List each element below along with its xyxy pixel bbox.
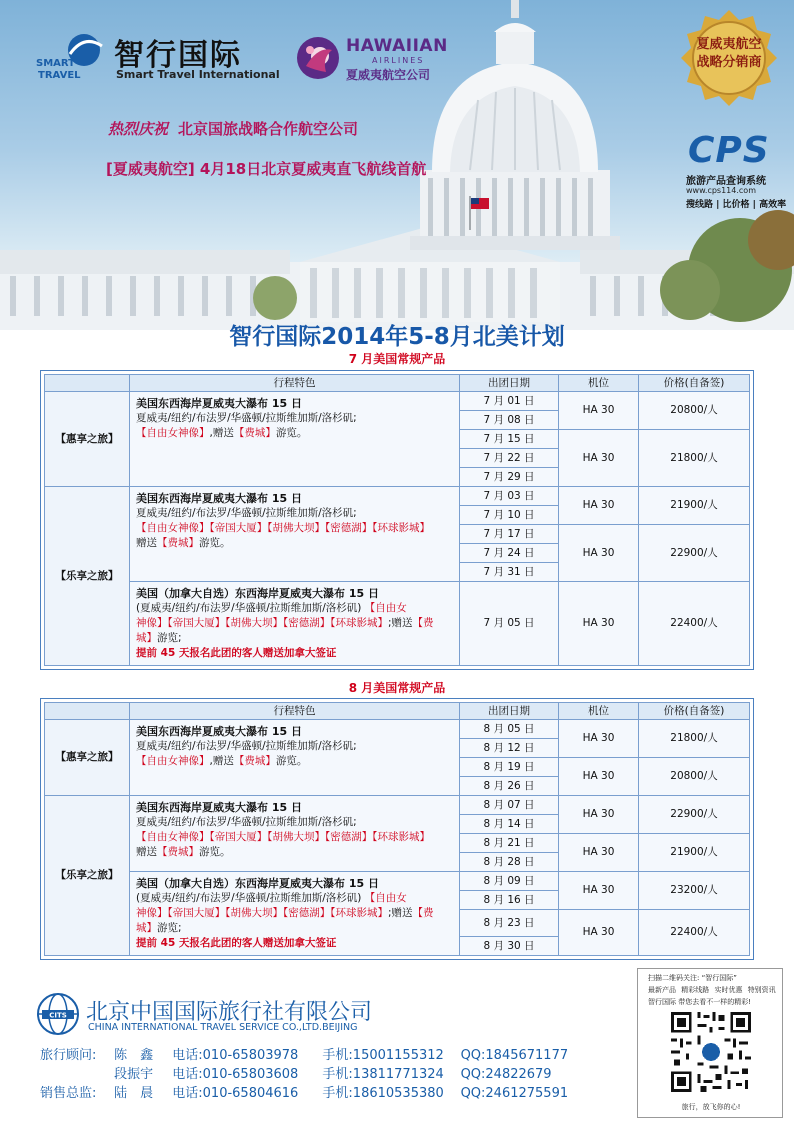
- highlight-red: 城】: [136, 922, 157, 934]
- product-highlights: 【自由女神像】【帝国大厦】【胡佛大坝】【密德湖】【环球影城】: [136, 522, 430, 534]
- qr-caption-4: 旅行，放飞你的心!: [681, 1103, 741, 1111]
- table-row: [45, 720, 750, 739]
- qr-caption-3: 智行国际 带您去看不一样的精彩!: [648, 998, 752, 1006]
- highlight-text: 赠送: [136, 537, 157, 549]
- contact-qq: QQ:1845671177: [460, 1048, 569, 1063]
- highlight-text: ,赠送: [209, 427, 234, 439]
- product-highlights: [136, 754, 453, 769]
- headline-partner-text: 北京国旅战略合作航空公司: [178, 120, 359, 138]
- seat-cell: HA 30: [559, 430, 639, 487]
- product-title: 美国东西海岸夏威夷大瀑布 15 日: [136, 725, 302, 738]
- contact-mobile: 手机:15001155312: [322, 1048, 444, 1063]
- hawaiian-airlines-logo: [296, 36, 340, 80]
- highlight-red: 【费城】: [233, 427, 276, 439]
- seal-line1: 夏威夷航空: [696, 37, 762, 52]
- product-description: [130, 392, 460, 487]
- category-le: 【乐享之旅】: [45, 796, 130, 956]
- highlight-red: 【自由女: [364, 892, 407, 904]
- highlight-text: (夏威夷/纽约/布法罗/华盛顿/拉斯维加斯/洛杉矶): [136, 602, 362, 614]
- departure-date: 7 月 15 日: [460, 430, 559, 449]
- headline-partner: [108, 118, 358, 139]
- product-title: 美国东西海岸夏威夷大瀑布 15 日: [136, 492, 302, 505]
- airline-sub: AIRLINES: [372, 56, 425, 65]
- contact-name: 陈 鑫: [114, 1048, 154, 1063]
- header-cell-blank: [45, 703, 130, 720]
- visa-promo: 提前 45 天报名此团的客人赠送加拿大签证: [136, 937, 337, 949]
- highlight-text: 游览。: [275, 427, 308, 439]
- cits-logo: [36, 992, 80, 1036]
- departure-date: 8 月 21 日: [460, 834, 559, 853]
- contact-tel: 电话:010-65803608: [172, 1067, 299, 1082]
- contact-role: 销售总监:: [40, 1086, 97, 1101]
- price-cell: 21900/人: [639, 834, 750, 872]
- highlight-text: (夏威夷/纽约/布法罗/华盛顿/拉斯维加斯/洛杉矶): [136, 892, 362, 904]
- product-description: [130, 582, 460, 666]
- brand-name-en: Smart Travel International: [116, 68, 280, 81]
- product-description: [130, 796, 460, 872]
- product-description: [130, 872, 460, 956]
- seat-cell: HA 30: [559, 392, 639, 430]
- departure-date: 8 月 12 日: [460, 739, 559, 758]
- product-route: 夏威夷/纽约/布法罗/华盛顿/拉斯维加斯/洛杉矶;: [136, 507, 357, 519]
- price-cell: 22900/人: [639, 525, 750, 582]
- highlight-text: 游览;: [157, 922, 182, 934]
- contact-list: [40, 1046, 568, 1103]
- product-highlights: [136, 616, 453, 631]
- svg-text:TRAVEL: TRAVEL: [38, 70, 81, 81]
- july-section-title: 7 月美国常规产品: [348, 352, 446, 366]
- cps-tagline: 旅游产品查询系统: [686, 176, 766, 187]
- price-cell: 21800/人: [639, 430, 750, 487]
- price-cell: 23200/人: [639, 872, 750, 910]
- seat-cell: HA 30: [559, 758, 639, 796]
- table-header-row: [45, 375, 750, 392]
- price-cell: 21800/人: [639, 720, 750, 758]
- product-route: 夏威夷/纽约/布法罗/华盛顿/拉斯维加斯/洛杉矶;: [136, 816, 357, 828]
- departure-date: 8 月 09 日: [460, 872, 559, 891]
- header-cell-blank: [45, 375, 130, 392]
- price-cell: 21900/人: [639, 487, 750, 525]
- departure-date: 8 月 07 日: [460, 796, 559, 815]
- highlight-red: 【费: [412, 617, 434, 629]
- departure-date: 7 月 31 日: [460, 563, 559, 582]
- departure-date: 8 月 30 日: [460, 937, 559, 956]
- table-row: [45, 392, 750, 411]
- departure-date: 8 月 28 日: [460, 853, 559, 872]
- august-section-title: 8 月美国常规产品: [348, 681, 446, 695]
- table-header-row: [45, 703, 750, 720]
- departure-date: 7 月 24 日: [460, 544, 559, 563]
- headline-celebrate: 热烈庆祝: [108, 120, 169, 138]
- departure-date: 7 月 01 日: [460, 392, 559, 411]
- product-description: [130, 720, 460, 796]
- highlight-red: 【自由女神像】: [136, 427, 210, 439]
- product-bonus: [136, 845, 453, 860]
- contact-qq: QQ:24822679: [460, 1067, 552, 1082]
- svg-text:CITS: CITS: [49, 1011, 67, 1020]
- header-price: 价格(自备签): [639, 375, 750, 392]
- highlight-red: 城】: [136, 632, 157, 644]
- departure-date: 7 月 03 日: [460, 487, 559, 506]
- category-hui: 【惠享之旅】: [45, 392, 130, 487]
- seat-cell: HA 30: [559, 872, 639, 910]
- smart-travel-logo: [34, 32, 108, 82]
- company-name-en: CHINA INTERNATIONAL TRAVEL SERVICE CO.,LTD.BEIJING: [88, 1022, 358, 1033]
- seat-cell: HA 30: [559, 720, 639, 758]
- header-seat: 机位: [559, 703, 639, 720]
- highlight-red: 神像】【帝国大厦】【胡佛大坝】【密德湖】【环球影城】: [136, 617, 388, 629]
- departure-date: 7 月 10 日: [460, 506, 559, 525]
- brand-name-cn: 智行国际: [114, 38, 242, 73]
- contact-qq: QQ:2461275591: [460, 1086, 569, 1101]
- main-title: 智行国际2014年5-8月北美计划: [229, 324, 565, 350]
- qr-code-icon[interactable]: [668, 1009, 754, 1095]
- header-price: 价格(自备签): [639, 703, 750, 720]
- highlight-text: ,赠送: [209, 755, 234, 767]
- highlight-text: 游览;: [157, 632, 182, 644]
- price-cell: 20800/人: [639, 758, 750, 796]
- departure-date: 8 月 16 日: [460, 891, 559, 910]
- product-route: [136, 601, 453, 616]
- qr-caption-1: 扫描二维码关注: “智行国际”: [648, 974, 737, 982]
- highlight-text: ;赠送: [388, 907, 413, 919]
- table-row: [45, 487, 750, 506]
- category-hui: 【惠享之旅】: [45, 720, 130, 796]
- seal-text: [676, 36, 782, 72]
- cps-url: www.cps114.com: [686, 186, 756, 195]
- contact-tel: 电话:010-65803978: [172, 1048, 299, 1063]
- contact-row: [40, 1065, 568, 1084]
- seal-line2: 战略分销商: [696, 55, 762, 70]
- departure-date: 8 月 14 日: [460, 815, 559, 834]
- product-title: 美国东西海岸夏威夷大瀑布 15 日: [136, 801, 302, 814]
- company-name-cn: 北京中国国际旅行社有限公司: [86, 1000, 373, 1025]
- departure-date: 7 月 29 日: [460, 468, 559, 487]
- category-le: 【乐享之旅】: [45, 487, 130, 666]
- product-route: [136, 891, 453, 906]
- product-description: [130, 487, 460, 582]
- product-title: 美国（加拿大自选）东西海岸夏威夷大瀑布 15 日: [136, 877, 379, 890]
- highlight-red: 【自由女神像】: [136, 755, 210, 767]
- cps-logo: CPS: [688, 130, 770, 171]
- product-route: 夏威夷/纽约/布法罗/华盛顿/拉斯维加斯/洛杉矶;: [136, 740, 357, 752]
- cps-slogan: 搜线路 | 比价格 | 高效率: [686, 200, 787, 210]
- airline-name-en: HAWAIIAN: [346, 36, 448, 56]
- product-highlights: 【自由女神像】【帝国大厦】【胡佛大坝】【密德湖】【环球影城】: [136, 831, 430, 843]
- departure-date: 8 月 05 日: [460, 720, 559, 739]
- departure-date: 7 月 22 日: [460, 449, 559, 468]
- header-seat: 机位: [559, 375, 639, 392]
- headline-flight: [夏威夷航空] 4月18日北京夏威夷直飞航线首航: [106, 160, 427, 178]
- product-highlights: [136, 426, 453, 441]
- seat-cell: HA 30: [559, 834, 639, 872]
- header-banner: [0, 0, 794, 330]
- departure-date: 8 月 19 日: [460, 758, 559, 777]
- product-route: 夏威夷/纽约/布法罗/华盛顿/拉斯维加斯/洛杉矶;: [136, 412, 357, 424]
- qr-caption-2: 最新产品 精彩线路 实时优惠 特别资讯: [648, 986, 776, 994]
- july-table: [40, 370, 754, 670]
- visa-promo: 提前 45 天报名此团的客人赠送加拿大签证: [136, 647, 337, 659]
- contact-name: 陆 晨: [114, 1086, 154, 1101]
- qr-code-panel: [637, 968, 783, 1118]
- highlight-text: 赠送: [136, 846, 157, 858]
- product-bonus: [136, 921, 453, 936]
- product-title: 美国（加拿大自选）东西海岸夏威夷大瀑布 15 日: [136, 587, 379, 600]
- table-row: [45, 796, 750, 815]
- departure-date: 7 月 17 日: [460, 525, 559, 544]
- departure-date: 8 月 23 日: [460, 910, 559, 937]
- highlight-red: 神像】【帝国大厦】【胡佛大坝】【密德湖】【环球影城】: [136, 907, 388, 919]
- price-cell: 22400/人: [639, 910, 750, 956]
- header-feature: 行程特色: [130, 375, 460, 392]
- highlight-red: 【自由女: [364, 602, 407, 614]
- contact-mobile: 手机:13811771324: [322, 1067, 444, 1082]
- product-highlights: [136, 906, 453, 921]
- highlight-red: 【费: [412, 907, 434, 919]
- august-table: [40, 698, 754, 960]
- seat-cell: HA 30: [559, 910, 639, 956]
- contact-mobile: 手机:18610535380: [322, 1086, 444, 1101]
- table-row: [45, 582, 750, 666]
- price-cell: 22400/人: [639, 582, 750, 666]
- product-bonus: [136, 536, 453, 551]
- product-title: 美国东西海岸夏威夷大瀑布 15 日: [136, 397, 302, 410]
- highlight-text: 游览。: [199, 846, 231, 858]
- highlight-text: ;赠送: [388, 617, 413, 629]
- airline-name-cn: 夏威夷航空公司: [346, 68, 431, 82]
- contact-tel: 电话:010-65804616: [172, 1086, 299, 1101]
- svg-text:SMART: SMART: [36, 58, 75, 69]
- contact-row: [40, 1046, 568, 1065]
- seat-cell: HA 30: [559, 582, 639, 666]
- highlight-red: 【费城】: [233, 755, 276, 767]
- departure-date: 7 月 08 日: [460, 411, 559, 430]
- table-row: [45, 872, 750, 891]
- seat-cell: HA 30: [559, 525, 639, 582]
- product-bonus: [136, 631, 453, 646]
- seat-cell: HA 30: [559, 487, 639, 525]
- highlight-text: 游览。: [199, 537, 231, 549]
- seat-cell: HA 30: [559, 796, 639, 834]
- header-feature: 行程特色: [130, 703, 460, 720]
- departure-date: 8 月 26 日: [460, 777, 559, 796]
- highlight-red: 【费城】: [157, 537, 199, 549]
- highlight-text: 游览。: [275, 755, 308, 767]
- highlight-red: 【费城】: [157, 846, 199, 858]
- price-cell: 20800/人: [639, 392, 750, 430]
- header-date: 出团日期: [460, 703, 559, 720]
- header-date: 出团日期: [460, 375, 559, 392]
- contact-row: [40, 1084, 568, 1103]
- contact-name: 段振宇: [114, 1067, 154, 1082]
- departure-date: 7 月 05 日: [460, 582, 559, 666]
- contact-role: 旅行顾问:: [40, 1048, 97, 1063]
- price-cell: 22900/人: [639, 796, 750, 834]
